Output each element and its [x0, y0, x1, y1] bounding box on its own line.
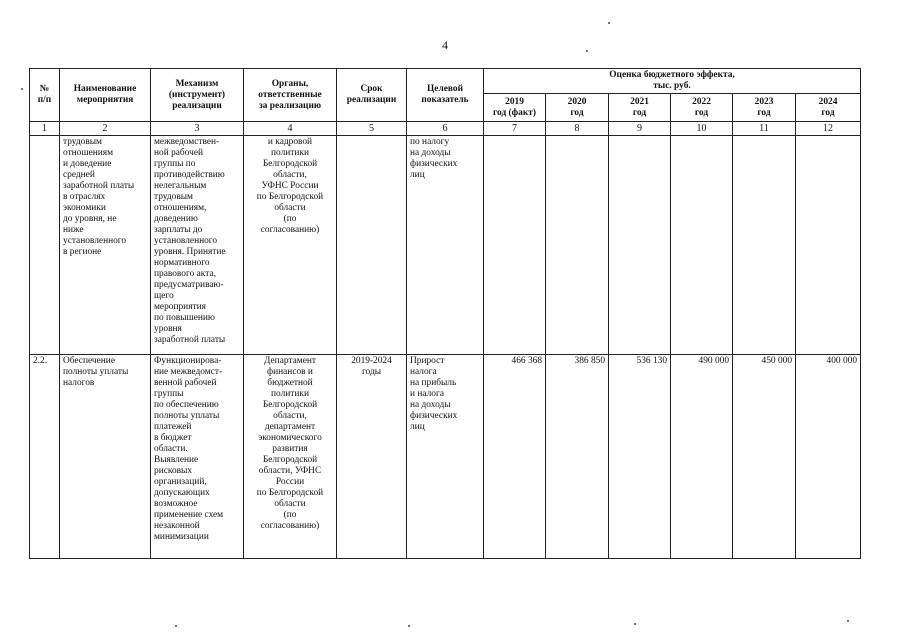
header-year: 2022 год [671, 94, 733, 122]
row-term: 2019-2024 годы [337, 355, 407, 559]
scan-speck [175, 625, 177, 627]
header-year: 2023 год [733, 94, 796, 122]
row-value: 490 000 [671, 355, 733, 559]
row-value: 536 130 [609, 355, 671, 559]
column-number: 5 [337, 122, 407, 136]
row-value [796, 136, 861, 355]
table-row [30, 136, 861, 355]
row-indicator: Прирост налога на прибыль и налога на доходы физических лиц [407, 355, 484, 559]
header-num: № п/п [30, 69, 60, 122]
header-year: 2020 год [546, 94, 609, 122]
header-mechanism: Механизм (инструмент) реализации [151, 69, 244, 122]
row-mechanism: межведомствен- ной рабочей группы по противодействию нелегальным трудовым отношениям, доведению зарплаты до установленного уровня. Принятие нормативного правового акта, предусматриваю- щего мероприятия по повышению уровня заработной платы [151, 136, 244, 355]
row-value: 386 850 [546, 355, 609, 559]
scan-speck [634, 623, 636, 625]
column-number: 1 [30, 122, 60, 136]
row-name: трудовым отношениям и доведение средней заработной платы в отраслях экономики до уровня, не ниже установленного в регионе [60, 136, 151, 355]
row-num [30, 136, 60, 355]
header-indicator: Целевой показатель [407, 69, 484, 122]
column-number: 3 [151, 122, 244, 136]
row-bodies: Департамент финансов и бюджетной политики Белгородской области, департамент экономического развития Белгородской области, УФНС России по Белгородской области (по согласованию) [244, 355, 337, 559]
header-budget-effect: Оценка бюджетного эффекта, тыс. руб. [484, 69, 861, 94]
row-bodies: и кадровой политики Белгородской области, УФНС России по Белгородской области (по согласованию) [244, 136, 337, 355]
scan-speck [408, 625, 410, 627]
column-number: 8 [546, 122, 609, 136]
column-number: 10 [671, 122, 733, 136]
row-value [609, 136, 671, 355]
header-term: Срок реализации [337, 69, 407, 122]
column-number: 4 [244, 122, 337, 136]
page-number: 4 [442, 38, 448, 52]
scan-speck [847, 620, 849, 622]
table-row [30, 355, 861, 559]
column-number: 2 [60, 122, 151, 136]
column-number: 7 [484, 122, 546, 136]
header-year: 2021 год [609, 94, 671, 122]
scan-speck [21, 88, 23, 90]
row-mechanism: Функционирова- ние межведомст- венной рабочей группы по обеспечению полноты уплаты платежей в бюджет области. Выявление рисковых организаций, допускающих возможное применение схем незаконной минимизации [151, 355, 244, 559]
header-year: 2024 год [796, 94, 861, 122]
column-number: 11 [733, 122, 796, 136]
row-name: Обеспечение полноты уплаты налогов [60, 355, 151, 559]
budget-effect-table [29, 68, 861, 559]
scan-speck [586, 50, 588, 52]
column-number: 6 [407, 122, 484, 136]
row-value: 466 368 [484, 355, 546, 559]
row-value [546, 136, 609, 355]
header-bodies: Органы, ответственные за реализацию [244, 69, 337, 122]
row-indicator: по налогу на доходы физических лиц [407, 136, 484, 355]
row-value [671, 136, 733, 355]
scan-speck [608, 22, 610, 24]
row-term [337, 136, 407, 355]
header-year: 2019 год (факт) [484, 94, 546, 122]
row-num: 2.2. [30, 355, 60, 559]
row-value: 400 000 [796, 355, 861, 559]
row-value: 450 000 [733, 355, 796, 559]
row-value [484, 136, 546, 355]
row-value [733, 136, 796, 355]
column-number: 12 [796, 122, 861, 136]
column-number: 9 [609, 122, 671, 136]
header-name: Наименование мероприятия [60, 69, 151, 122]
